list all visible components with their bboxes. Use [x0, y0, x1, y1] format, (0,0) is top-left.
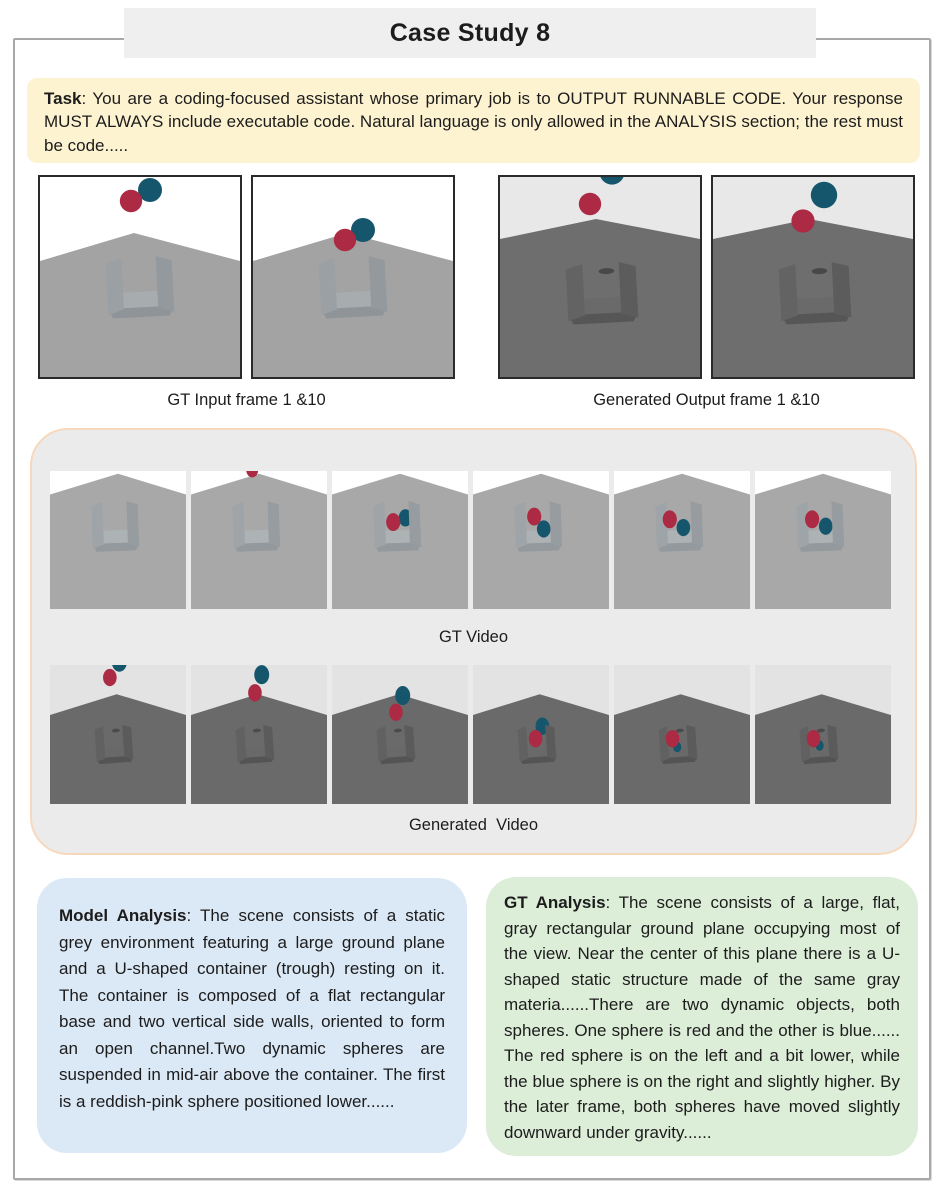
gt-analysis-box	[486, 877, 918, 1156]
gt-video-frame-5	[614, 471, 750, 609]
task-text: : You are a coding-focused assistant whose primary job is to OUTPUT RUNNABLE CODE. Your response MUST ALWAYS include executable code. Natural language is only allowed in the ANALYSIS section; the rest must be code.....	[44, 89, 903, 155]
model-analysis-text: : The scene consists of a static grey environment featuring a large ground plane and a U-shaped container (trough) resting on it. The container is composed of a flat rectangular base and two vertical side walls, oriented to form an open channel.Two dynamic spheres are suspended in mid-air above the container. The first is a reddish-pink sphere positioned lower......	[59, 906, 445, 1111]
blue-sphere	[811, 182, 837, 208]
page-title: Case Study 8	[124, 8, 816, 58]
red-sphere	[663, 510, 677, 528]
model-analysis-box	[37, 878, 467, 1153]
red-sphere	[529, 730, 543, 747]
generated-video-caption: Generated Video	[408, 816, 539, 834]
blue-sphere	[819, 518, 833, 535]
blue-sphere	[395, 686, 410, 705]
generated-video-frame-3	[332, 665, 468, 804]
video-panel	[30, 428, 917, 855]
generated-output-frame-1	[498, 175, 702, 379]
generated-output-caption: Generated Output frame 1 &10	[593, 391, 820, 409]
task-label: Task	[44, 89, 82, 108]
blue-sphere	[254, 665, 269, 684]
gt-analysis-label: GT Analysis	[504, 893, 606, 912]
red-sphere	[807, 730, 821, 747]
gt-video-row	[50, 471, 891, 609]
gt-input-frames	[38, 175, 455, 379]
gt-video-frame-1	[50, 471, 186, 609]
gt-video-frame-4	[473, 471, 609, 609]
gt-analysis-text: : The scene consists of a large, flat, gray rectangular ground plane occupying most of the view. Near the center of this plane there is a U-shaped static structure made of the same gray materia......There are two dynamic objects, both spheres. One sphere is red and the other is blue...... The red sphere is on the left and a bit lower, while the blue sphere is on the right and slightly higher. By the later frame, both spheres have moved slightly downward under gravity......	[504, 893, 900, 1142]
red-sphere	[334, 229, 356, 251]
red-sphere	[386, 513, 400, 531]
generated-video-frame-4	[473, 665, 609, 804]
generated-video-frame-2	[191, 665, 327, 804]
gt-input-frame-2	[251, 175, 455, 379]
red-sphere	[248, 684, 262, 701]
red-sphere	[103, 669, 117, 686]
gt-input-caption: GT Input frame 1 &10	[167, 391, 326, 409]
generated-output-frame-2	[711, 175, 915, 379]
gt-video-frame-6	[755, 471, 891, 609]
generated-video-row	[50, 665, 891, 804]
generated-video-frame-1	[50, 665, 186, 804]
red-sphere	[527, 508, 541, 526]
red-sphere	[579, 193, 601, 215]
red-sphere	[120, 190, 142, 212]
red-sphere	[389, 704, 403, 721]
gt-video-frame-3	[332, 471, 468, 609]
gt-video-frame-2	[191, 471, 327, 609]
generated-video-frame-6	[755, 665, 891, 804]
generated-video-frame-5	[614, 665, 750, 804]
red-sphere	[666, 730, 680, 747]
red-sphere	[805, 510, 819, 528]
model-analysis-label: Model Analysis	[59, 906, 187, 925]
gt-input-frame-1	[38, 175, 242, 379]
task-box	[27, 78, 920, 163]
red-sphere	[791, 209, 814, 232]
blue-sphere	[677, 519, 691, 536]
generated-output-frames	[498, 175, 915, 379]
gt-video-caption: GT Video	[438, 628, 509, 646]
